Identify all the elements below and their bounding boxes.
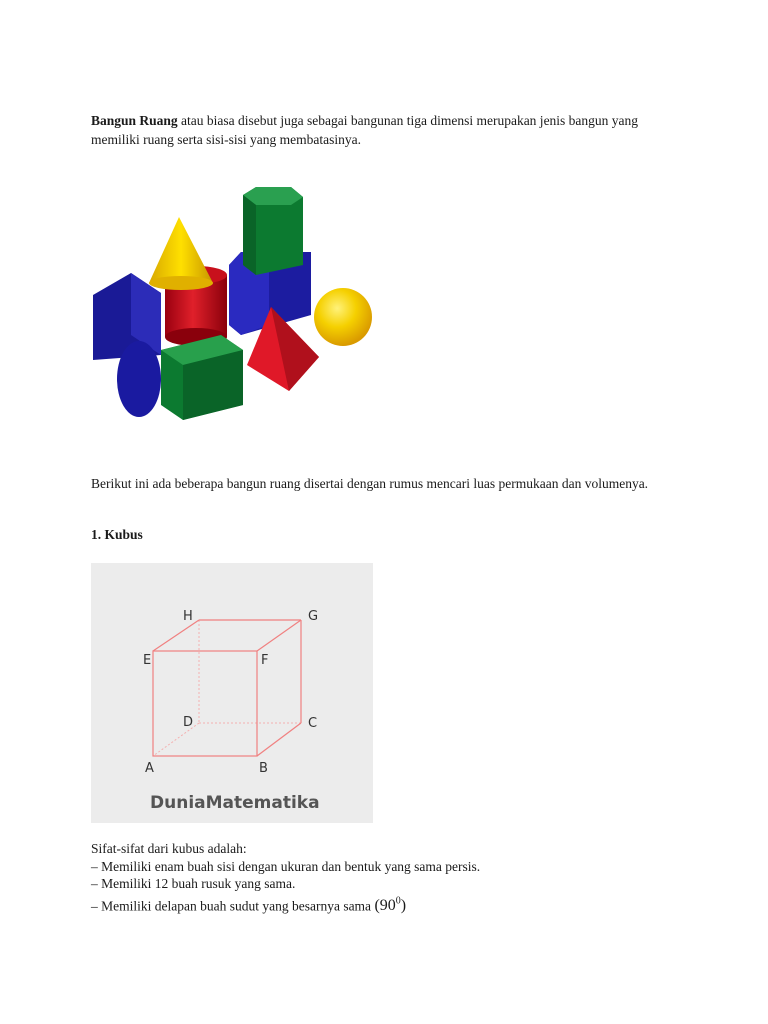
vertex-label-g: G <box>308 609 319 624</box>
geometric-shapes-image <box>91 165 373 455</box>
intro-paragraph <box>91 111 681 149</box>
yellow-cone-shape <box>149 217 213 290</box>
property-item: – Memiliki delapan buah sudut yang besarnya sama $(90^0)$ <box>91 895 407 914</box>
green-prism-shape <box>243 187 303 275</box>
blue-ellipsoid-shape <box>117 341 161 417</box>
intro-list-paragraph: Berikut ini ada beberapa bangun ruang disertai dengan rumus mencari luas permukaan dan volumenya. <box>91 476 649 491</box>
property-item: – Memiliki enam buah sisi dengan ukuran dan bentuk yang sama persis. <box>91 858 481 874</box>
angle-value: $(90^0)$ <box>374 895 407 914</box>
intro-term: Bangun Ruang <box>91 113 178 128</box>
property-item: – Memiliki 12 buah rusuk yang sama. <box>91 876 296 891</box>
cube-diagram <box>91 563 373 823</box>
green-cube-shape <box>161 335 243 420</box>
intro-text: atau biasa disebut juga sebagai bangunan tiga dimensi merupakan jenis bangun yang memiliki ruang serta sisi-sisi yang membatasinya. <box>91 113 639 147</box>
vertex-label-d: D <box>183 715 194 730</box>
vertex-label-h: H <box>183 609 193 624</box>
yellow-sphere-shape <box>314 288 372 346</box>
cube-properties <box>91 840 691 914</box>
watermark-logo: DuniaMatematika <box>150 793 320 813</box>
vertex-label-a: A <box>145 761 154 776</box>
vertex-label-f: F <box>261 653 269 668</box>
properties-title: Sifat-sifat dari kubus adalah: <box>91 841 247 856</box>
vertex-label-c: C <box>308 716 318 731</box>
section-heading-kubus: 1. Kubus <box>91 527 143 542</box>
vertex-label-e: E <box>143 653 152 668</box>
vertex-label-b: B <box>259 761 268 776</box>
